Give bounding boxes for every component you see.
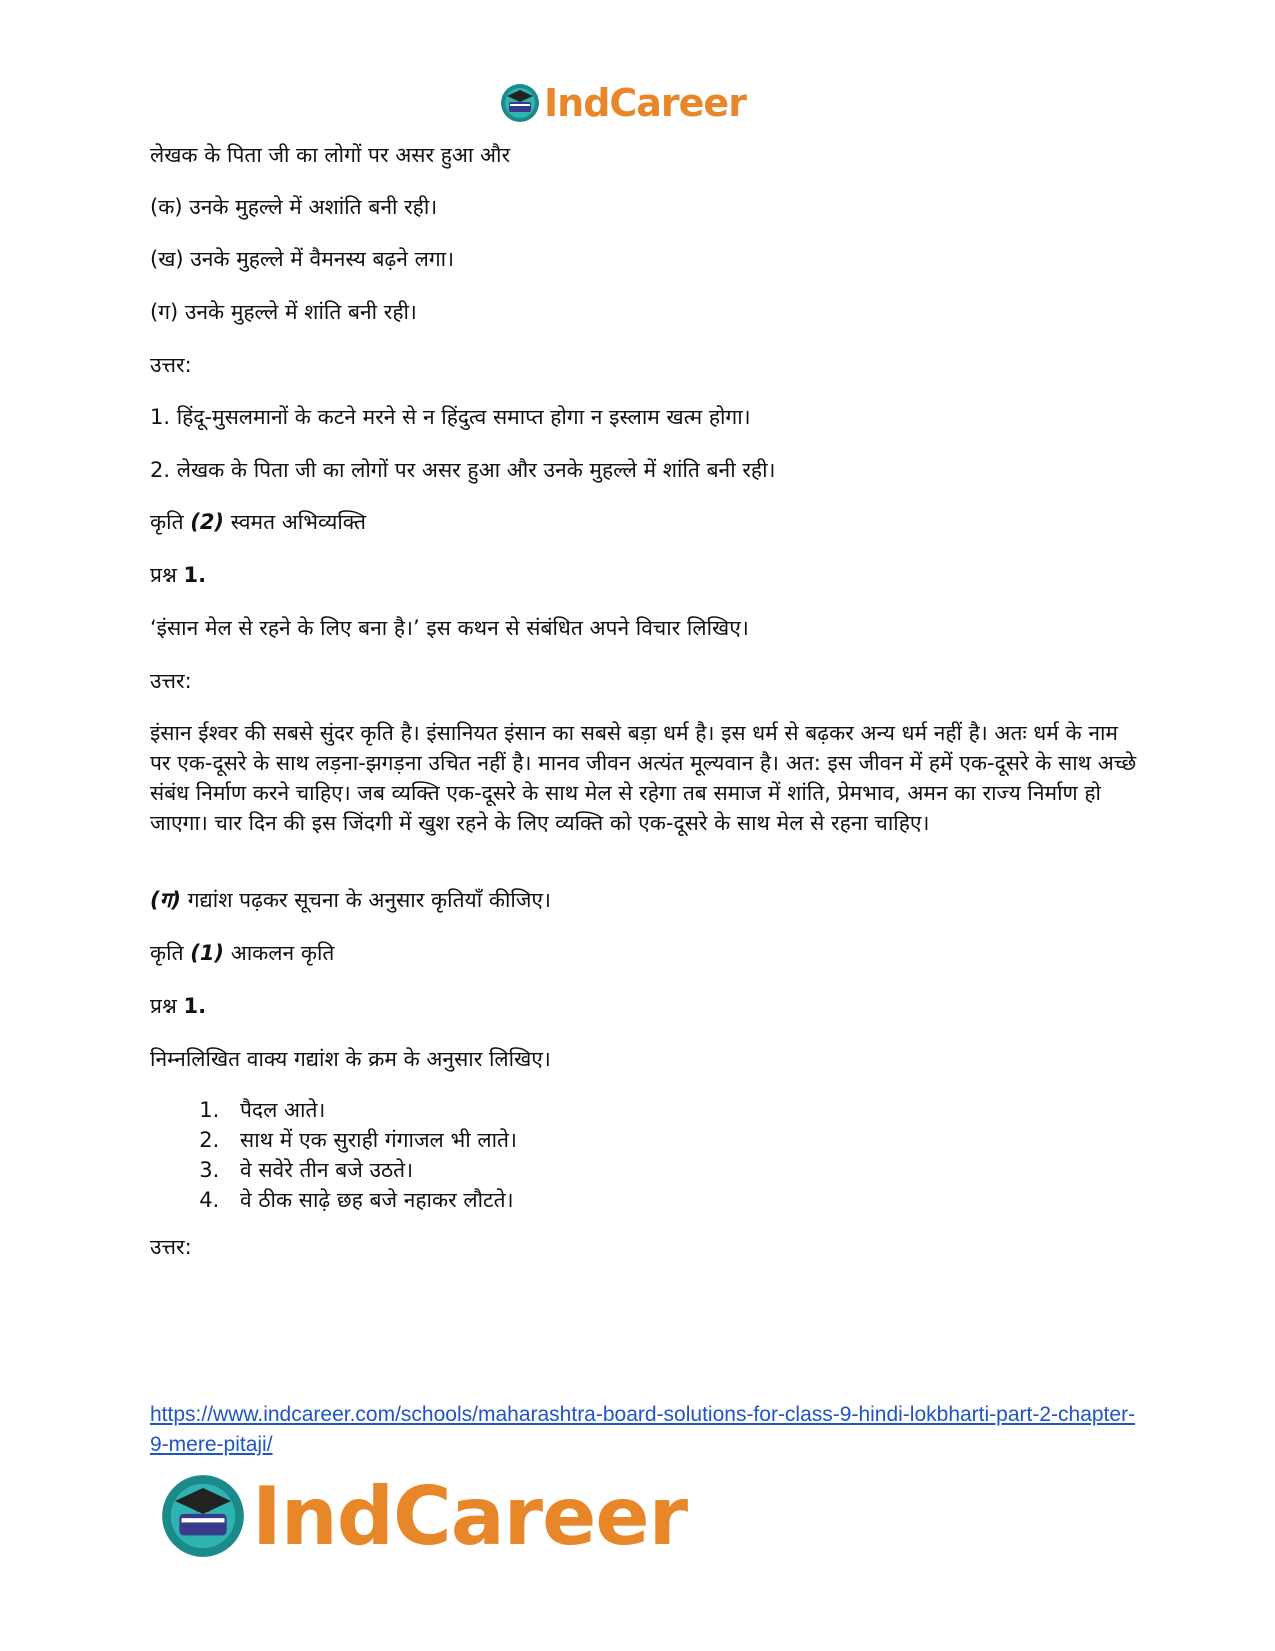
logo-text: IndCareer <box>544 81 746 125</box>
question-line: लेखक के पिता जी का लोगों पर असर हुआ और <box>150 143 511 167</box>
heading-title: गद्यांश पढ़कर सूचना के अनुसार कृतियाँ कीजिए। <box>181 888 551 912</box>
question-prefix: प्रश्न <box>150 994 184 1018</box>
question-text: निम्नलिखित वाक्य गद्यांश के क्रम के अनुसार लिखिए। <box>150 1047 551 1071</box>
logo-text: IndCareer <box>252 1469 688 1563</box>
list-item: 2. साथ में एक सुराही गंगाजल भी लाते। <box>226 1125 517 1155</box>
footer-logo <box>160 1470 687 1562</box>
question-text: ‘इंसान मेल से रहने के लिए बना है।’ इस कथन से संबंधित अपने विचार लिखिए। <box>150 616 749 640</box>
heading-number: (1) <box>190 941 225 965</box>
source-link[interactable]: https://www.indcareer.com/schools/maharashtra-board-solutions-for-class-9-hindi-lokbharti-part-2-chapter-9-mere-pitaji/ <box>150 1403 1136 1456</box>
question-number: 1. <box>183 563 207 587</box>
question-prefix: प्रश्न <box>150 563 184 587</box>
list-item: 4. वे ठीक साढ़े छह बजे नहाकर लौटते। <box>226 1185 517 1215</box>
answer-2: 2. लेखक के पिता जी का लोगों पर असर हुआ और उनके मुहल्ले में शांति बनी रही। <box>150 458 776 482</box>
heading-letter: (ग) <box>150 888 182 912</box>
section-heading <box>150 938 334 968</box>
question-heading <box>150 560 206 590</box>
question-heading <box>150 991 206 1021</box>
section-heading <box>150 507 366 537</box>
list-item: 3. वे सवेरे तीन बजे उठते। <box>226 1155 517 1185</box>
section-heading <box>150 885 551 915</box>
heading-number: (2) <box>190 510 225 534</box>
ordered-list <box>150 1095 517 1215</box>
question-number: 1. <box>183 994 207 1018</box>
answer-1: 1. हिंदू-मुसलमानों के कटने मरने से न हिंदुत्व समाप्त होगा न इस्लाम खत्म होगा। <box>150 405 751 429</box>
header-logo <box>500 78 746 128</box>
list-item: 1. पैदल आते। <box>226 1095 517 1125</box>
answer-label: उत्तर: <box>150 353 192 377</box>
answer-label: उत्तर: <box>150 669 192 693</box>
graduation-book-icon <box>500 83 540 123</box>
option-kha: (ख) उनके मुहल्ले में वैमनस्य बढ़ने लगा। <box>150 247 455 271</box>
graduation-book-icon <box>160 1473 246 1559</box>
option-ga: (ग) उनके मुहल्ले में शांति बनी रही। <box>150 300 417 324</box>
option-ka: (क) उनके मुहल्ले में अशांति बनी रही। <box>150 195 438 219</box>
heading-prefix: कृति <box>150 510 191 534</box>
heading-title: आकलन कृति <box>224 941 335 965</box>
heading-title: स्वमत अभिव्यक्ति <box>224 510 367 534</box>
answer-paragraph: इंसान ईश्वर की सबसे सुंदर कृति है। इंसानियत इंसान का सबसे बड़ा धर्म है। इस धर्म से बढ़कर अन्य धर्म नहीं है। अतः धर्म के नाम पर एक-दूसरे के साथ लड़ना-झगड़ना उचित नहीं है। मानव जीवन अत्यंत मूल्यवान है। अत: इस जीवन में हमें एक-दूसरे के साथ अच्छे संबंध निर्माण करने चाहिए। जब व्यक्ति एक-दूसरे के साथ मेल से रहेगा तब समाज में शांति, प्रेमभाव, अमन का राज्य निर्माण हो जाएगा। चार दिन की इस जिंदगी में खुश रहने के लिए व्यक्ति को एक-दूसरे के साथ मेल से रहना चाहिए। <box>150 721 1137 835</box>
answer-label: उत्तर: <box>150 1235 192 1259</box>
heading-prefix: कृति <box>150 941 191 965</box>
